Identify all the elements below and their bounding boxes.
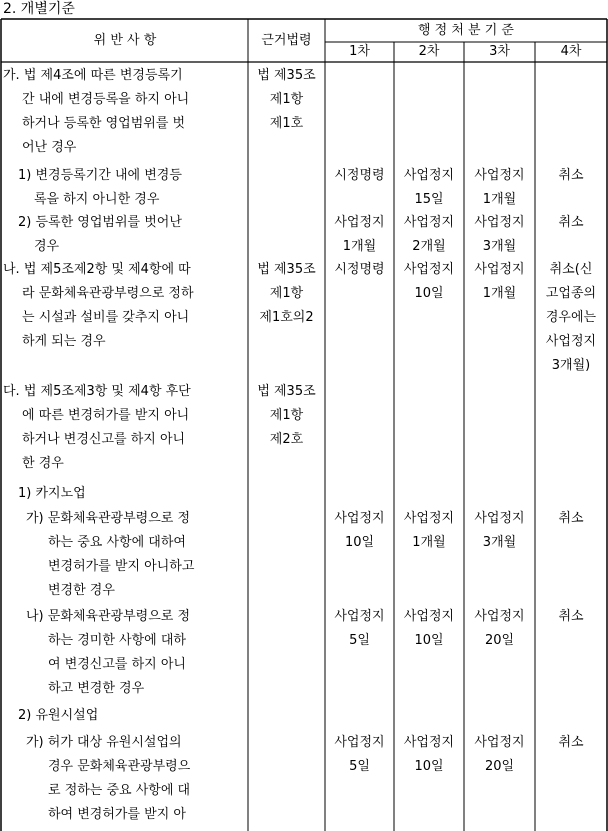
penalty-2-line: 2개월 bbox=[412, 239, 446, 254]
violation-text-line: 다. 법 제5조제3항 및 제4항 후단 bbox=[3, 384, 191, 399]
violation-text-line: 는 시설과 설비를 갖추지 아니 bbox=[22, 310, 190, 325]
penalty-3-line: 20일 bbox=[484, 633, 515, 648]
penalty-1-line: 1개월 bbox=[342, 239, 377, 254]
penalty-3-line: 3개월 bbox=[482, 535, 517, 550]
penalty-1-line: 10일 bbox=[344, 535, 375, 550]
header-third-offense: 3차 bbox=[489, 44, 510, 59]
legal-basis-line: 제1호 bbox=[269, 116, 304, 131]
legal-basis-line: 제2호 bbox=[269, 432, 304, 447]
header-fourth-offense: 4차 bbox=[560, 44, 582, 59]
penalty-4-line: 3개월) bbox=[551, 358, 591, 373]
penalty-1-line: 5일 bbox=[349, 633, 370, 648]
penalty-3-line: 1개월 bbox=[482, 192, 517, 207]
penalty-2-line: 1개월 bbox=[412, 535, 446, 550]
penalty-1-line: 시정명령 bbox=[334, 262, 385, 277]
legal-basis-line: 제1항 bbox=[269, 286, 304, 301]
header-violation: 위 반 사 항 bbox=[93, 33, 157, 48]
violation-text-line: 2) 등록한 영업범위를 벗어난 bbox=[18, 215, 182, 230]
legal-basis-line: 제1항 bbox=[269, 408, 304, 423]
violation-text-line: 변경허가를 받지 아니하고 bbox=[48, 559, 195, 574]
penalty-1-line: 사업정지 bbox=[334, 511, 385, 526]
header-second-offense: 2차 bbox=[418, 44, 440, 59]
legal-basis-line: 법 제35조 bbox=[257, 384, 316, 399]
penalty-3-line: 사업정지 bbox=[474, 609, 525, 624]
penalty-3-line: 1개월 bbox=[482, 286, 517, 301]
violation-text-line: 나) 문화체육관광부령으로 정 bbox=[26, 609, 191, 624]
penalty-4-line: 취소 bbox=[558, 609, 584, 624]
penalty-1-line: 사업정지 bbox=[334, 735, 385, 750]
violation-text-line: 록을 하지 아니한 경우 bbox=[34, 192, 160, 207]
penalty-1-line: 사업정지 bbox=[334, 215, 385, 230]
penalty-3-line: 사업정지 bbox=[474, 735, 525, 750]
violation-text-line: 라 문화체육관광부령으로 정하 bbox=[22, 286, 194, 301]
penalty-3-line: 20일 bbox=[484, 759, 515, 774]
penalty-2-line: 사업정지 bbox=[403, 262, 455, 277]
penalty-4-line: 취소 bbox=[558, 735, 584, 750]
penalty-3-line: 사업정지 bbox=[474, 262, 525, 277]
legal-basis-line: 법 제35조 bbox=[257, 68, 316, 83]
penalty-1-line: 시정명령 bbox=[334, 168, 385, 183]
penalty-3-line: 사업정지 bbox=[474, 215, 525, 230]
penalty-4-line: 취소 bbox=[558, 215, 584, 230]
violation-text-line: 간 내에 변경등록을 하지 아니 bbox=[22, 92, 190, 107]
violation-text-line: 가) 문화체육관광부령으로 정 bbox=[26, 511, 191, 526]
penalty-2-line: 10일 bbox=[414, 633, 444, 648]
penalty-4-line: 고업종의 bbox=[545, 286, 597, 301]
violation-text-line: 하게 되는 경우 bbox=[22, 334, 106, 349]
penalty-1-line: 5일 bbox=[349, 759, 370, 774]
violation-text-line: 하거나 등록한 영업범위를 벗 bbox=[22, 116, 186, 131]
violation-text-line: 가) 허가 대상 유원시설업의 bbox=[26, 735, 182, 750]
penalty-3-line: 3개월 bbox=[482, 239, 517, 254]
header-first-offense: 1차 bbox=[349, 44, 370, 59]
legal-basis-line: 제1항 bbox=[269, 92, 304, 107]
legal-basis-line: 법 제35조 bbox=[257, 262, 316, 277]
penalty-4-line: 취소(신 bbox=[549, 262, 593, 277]
violation-text-line: 2) 유원시설업 bbox=[18, 708, 99, 723]
violation-text-line: 나. 법 제5조제2항 및 제4항에 따 bbox=[3, 262, 191, 277]
penalty-3-line: 사업정지 bbox=[474, 511, 525, 526]
header-basis: 근거법령 bbox=[261, 33, 312, 48]
penalty-2-line: 15일 bbox=[414, 192, 444, 207]
violation-text-line: 한 경우 bbox=[22, 456, 64, 471]
section-heading: 2. 개별기준 bbox=[3, 1, 75, 17]
penalty-2-line: 사업정지 bbox=[403, 735, 455, 750]
violation-text-line: 하는 경미한 사항에 대하 bbox=[48, 633, 186, 648]
penalty-2-line: 10일 bbox=[414, 759, 444, 774]
header-admin-standard: 행 정 처 분 기 준 bbox=[417, 23, 514, 38]
violation-text-line: 하는 중요 사항에 대하여 bbox=[48, 535, 186, 550]
violation-text-line: 변경한 경우 bbox=[48, 583, 115, 598]
legal-basis-line: 제1호의2 bbox=[259, 310, 314, 325]
penalty-4-line: 취소 bbox=[558, 168, 584, 183]
violation-text-line: 하고 변경한 경우 bbox=[48, 681, 145, 696]
violation-text-line: 1) 변경등록기간 내에 변경등 bbox=[18, 168, 182, 183]
penalty-3-line: 사업정지 bbox=[474, 168, 525, 183]
violation-text-line: 로 정하는 중요 사항에 대 bbox=[48, 783, 191, 798]
violation-text-line: 에 따른 변경허가를 받지 아니 bbox=[22, 408, 190, 423]
penalty-2-line: 10일 bbox=[414, 286, 444, 301]
violation-text-line: 하여 변경허가를 받지 아 bbox=[48, 807, 186, 822]
penalty-2-line: 사업정지 bbox=[403, 511, 455, 526]
penalty-2-line: 사업정지 bbox=[403, 609, 455, 624]
penalty-4-line: 취소 bbox=[558, 511, 584, 526]
violation-text-line: 경우 문화체육관광부령으 bbox=[48, 759, 191, 774]
violation-text-line: 어난 경우 bbox=[22, 140, 77, 155]
penalty-2-line: 사업정지 bbox=[403, 215, 455, 230]
penalty-2-line: 사업정지 bbox=[403, 168, 455, 183]
violation-text-line: 가. 법 제4조에 따른 변경등록기 bbox=[3, 68, 183, 83]
violation-text-line: 여 변경신고를 하지 아니 bbox=[48, 657, 186, 672]
violation-text-line: 경우 bbox=[34, 239, 60, 254]
violation-text-line: 1) 카지노업 bbox=[18, 486, 86, 501]
penalty-4-line: 사업정지 bbox=[545, 334, 597, 349]
violation-text-line: 하거나 변경신고를 하지 아니 bbox=[22, 432, 186, 447]
penalty-4-line: 경우에는 bbox=[545, 310, 597, 325]
penalty-1-line: 사업정지 bbox=[334, 609, 385, 624]
